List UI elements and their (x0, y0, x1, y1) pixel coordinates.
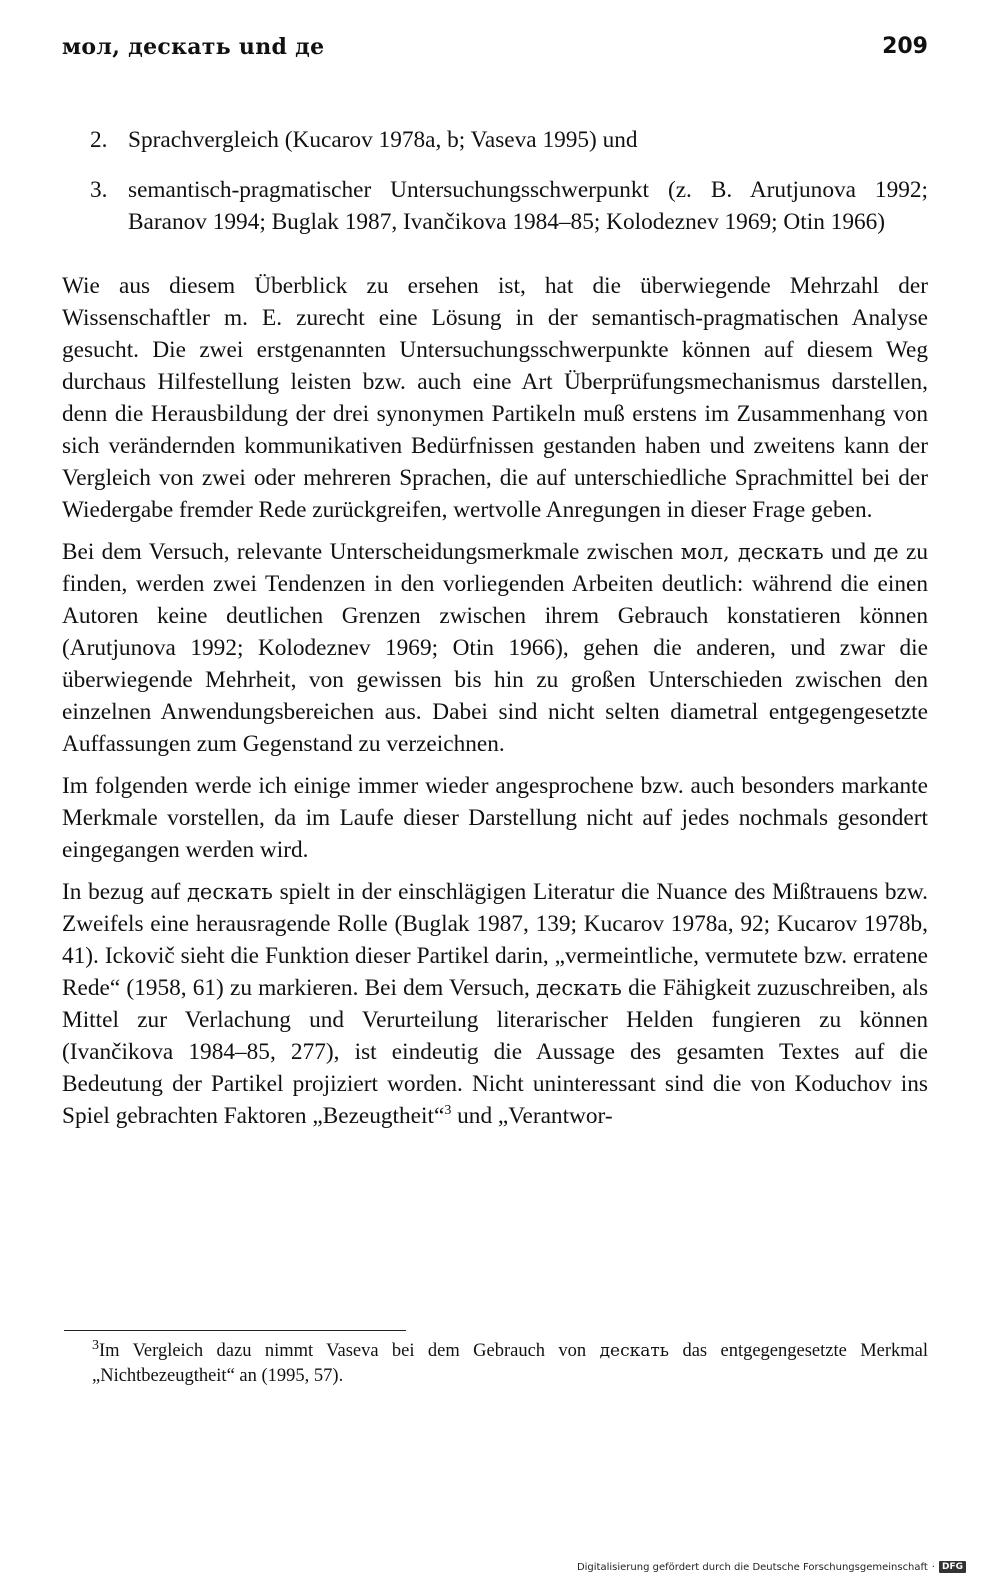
footnote-reference: 3 (444, 1103, 452, 1119)
text-run: und (831, 539, 866, 565)
list-item-text: Sprachvergleich (Kucarov 1978a, b; Vaseva 1995) und (128, 127, 638, 153)
enumeration-list (62, 124, 928, 238)
paragraph-4 (62, 876, 928, 1132)
list-item (62, 174, 928, 238)
text-run: und „Verantwor- (457, 1103, 613, 1129)
text-run: Bei dem Versuch, relevante Unterscheidungsmerkmale zwischen (62, 539, 674, 565)
page-number: 209 (882, 34, 928, 59)
list-item-text: semantisch-pragmatischer Untersuchungsschwerpunkt (z. B. Arutjunova 1992; Baranov 1994; Buglak 1987, Ivančikova 1984–85; Kolodeznev 1969; Otin 1966) (128, 177, 928, 235)
paragraph-2 (62, 536, 928, 760)
russian-term: дескать (187, 880, 273, 904)
digitization-credit: Digitalisierung gefördert durch die Deutsche Forschungsgemeinschaft · DFG (577, 1561, 966, 1573)
list-item-number: 3. (90, 177, 108, 203)
page-header (62, 34, 928, 70)
list-item-number: 2. (90, 127, 108, 153)
text-run: das entgegengesetzte Merkmal „Nichtbezeugtheit“ an (1995, 57). (92, 1341, 929, 1386)
body-text (62, 124, 928, 1142)
text-run: Im Vergleich dazu nimmt Vaseva bei dem Gebrauch von (99, 1341, 587, 1361)
dfg-logo-icon: DFG (939, 1561, 966, 1573)
footnote-text (62, 1339, 928, 1389)
footnote-marker: 3 (92, 1337, 99, 1353)
paragraph-3: Im folgenden werde ich einige immer wieder angesprochene bzw. auch besonders markante Merkmale vorstellen, da im Laufe dieser Darstellung nicht auf jedes nochmals gesondert eingegangen werden wird. (62, 773, 928, 863)
text-run: zu finden, werden zwei Tendenzen in den vorliegenden Arbeiten deutlich: während die einen Autoren keine deutlichen Grenzen zwischen ihrem Gebrauch konstatieren können (Arutjunova 1992; Kolodeznev 1969; Otin 1966), gehen die anderen, und zwar die überwiegende Mehrheit, von gewissen bis hin zu großen Unterschieden zwischen den einzelnen Anwendungsbereichen aus. Dabei sind nicht selten diametral entgegengesetzte Auffassungen zum Gegenstand zu verzeichnen. (62, 539, 929, 757)
russian-term: дескать (599, 1341, 670, 1361)
russian-term: мол, дескать (680, 540, 824, 564)
russian-term: де (873, 540, 899, 564)
russian-term: дескать (536, 976, 622, 1000)
text-run: die Fähigkeit zuzuschreiben, als Mittel zur Verlachung und Verurteilung literarischer Helden fungieren zu können (Ivančikova 1984–85, 277), ist eindeutig die Aussage des gesamten Textes auf die Bedeutung der Partikel projiziert worden. Nicht uninteressant sind die von Koduchov ins Spiel gebrachten Faktoren „Bezeugtheit“ (62, 975, 929, 1129)
running-title: мол, дескать und де (62, 34, 325, 60)
footnote-rule (64, 1330, 406, 1331)
text-run: spielt in der einschlägigen Literatur die Nuance des Mißtrauens bzw. Zweifels eine herausragende Rolle (Buglak 1987, 139; Kucarov 1978a, 92; Kucarov 1978b, 41). Ickovič sieht die Funktion dieser Partikel darin, „vermeintliche, vermutete bzw. erratene Rede“ (1958, 61) zu markieren. Bei dem Versuch, (62, 879, 929, 1001)
text-run: In bezug auf (62, 879, 181, 905)
list-item (62, 124, 928, 156)
digitization-text: Digitalisierung gefördert durch die Deutsche Forschungsgemeinschaft (576, 1561, 928, 1573)
footnote (62, 1339, 928, 1389)
paragraph-1: Wie aus diesem Überblick zu ersehen ist, hat die überwiegende Mehrzahl der Wissenschaftler m. E. zurecht eine Lösung in der semantisch-pragmatischen Analyse gesucht. Die zwei erstgenannten Untersuchungsschwerpunkte können auf diesem Weg durchaus Hilfestellung leisten bzw. auch eine Art Überprüfungsmechanismus darstellen, denn die Herausbildung der drei synonymen Partikeln muß erstens im Zusammenhang von sich verändernden kommunikativen Bedürfnissen gestanden haben und zweitens kann der Vergleich von zwei oder mehreren Sprachen, die auf unterschiedliche Sprachmittel bei der Wiedergabe fremder Rede zurückgreifen, wertvolle Anregungen in dieser Frage geben. (62, 273, 928, 523)
